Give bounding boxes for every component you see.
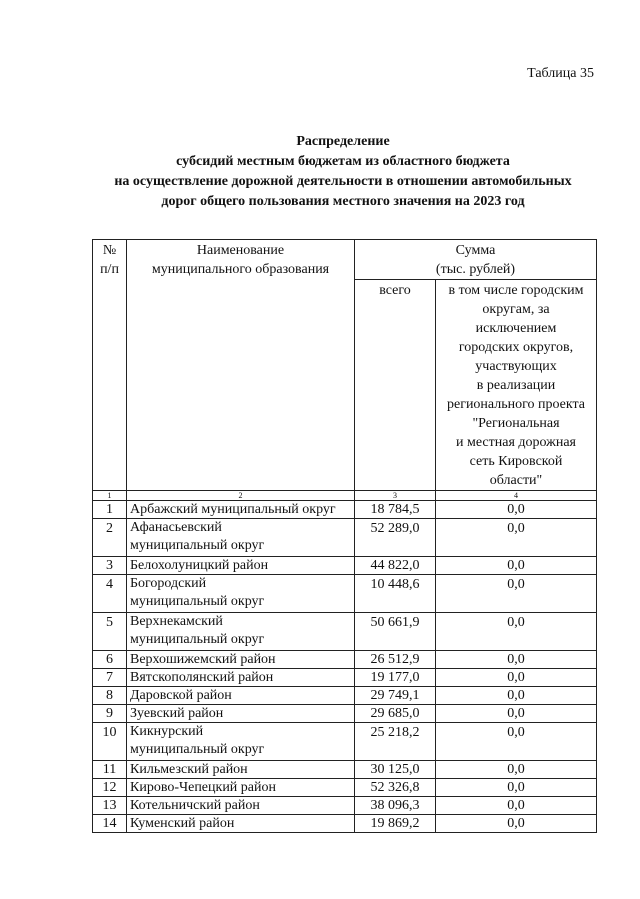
amount-total: 52 289,0: [355, 519, 436, 557]
header-total-cell: всего: [355, 280, 436, 491]
table-row: [93, 687, 597, 705]
header-incl-line: сеть Кировской: [469, 454, 563, 469]
municipality-name: [127, 501, 355, 519]
municipality-name-line: Афанасьевский: [130, 520, 222, 535]
row-number: 14: [93, 815, 127, 833]
header-sum-line: (тыс. рублей): [435, 262, 516, 277]
amount-total: 44 822,0: [355, 557, 436, 575]
title-line: субсидий местным бюджетам из областного бюджета: [176, 154, 510, 169]
municipality-name-line: Верхошижемский район: [130, 652, 276, 667]
header-incl-line: округам, за: [482, 302, 550, 317]
table-row: [93, 669, 597, 687]
header-num-abbr: п/п: [100, 262, 119, 277]
amount-total: 38 096,3: [355, 797, 436, 815]
header-incl-cell: [436, 280, 597, 491]
municipality-name-line: Даровской район: [130, 688, 232, 703]
amount-total: 10 448,6: [355, 575, 436, 613]
municipality-name: [127, 519, 355, 557]
municipality-name-line: Верхнекамский: [130, 614, 223, 629]
row-number: 2: [93, 519, 127, 557]
amount-total: 29 685,0: [355, 705, 436, 723]
row-number: 6: [93, 651, 127, 669]
header-sum-cell: [355, 240, 597, 280]
amount-total: 26 512,9: [355, 651, 436, 669]
amount-total: 25 218,2: [355, 723, 436, 761]
header-name-line: Наименование: [196, 243, 285, 258]
header-incl-line: в реализации: [476, 378, 556, 393]
column-index: 2: [127, 491, 355, 501]
row-number: 4: [93, 575, 127, 613]
amount-total: 29 749,1: [355, 687, 436, 705]
amount-urban-districts: 0,0: [436, 651, 597, 669]
municipality-name-line: Куменский район: [130, 816, 235, 831]
municipality-name-line: Зуевский район: [130, 706, 224, 721]
subsidy-table: [92, 239, 597, 833]
municipality-name: [127, 797, 355, 815]
header-num-symbol: №: [102, 243, 117, 258]
table-row: [93, 705, 597, 723]
amount-urban-districts: 0,0: [436, 761, 597, 779]
amount-urban-districts: 0,0: [436, 669, 597, 687]
table-row: [93, 501, 597, 519]
header-incl-line: исключением: [475, 321, 557, 336]
municipality-name: [127, 779, 355, 797]
table-row: [93, 797, 597, 815]
amount-urban-districts: 0,0: [436, 797, 597, 815]
header-name-cell: [127, 240, 355, 491]
column-index: 4: [436, 491, 597, 501]
column-index: 3: [355, 491, 436, 501]
header-incl-line: и местная дорожная: [456, 435, 576, 450]
municipality-name-line: Белохолуницкий район: [130, 558, 269, 573]
municipality-name-line: Кирово-Чепецкий район: [130, 780, 277, 795]
row-number: 3: [93, 557, 127, 575]
column-index: 1: [93, 491, 127, 501]
table-row: [93, 557, 597, 575]
municipality-name-line: муниципальный округ: [130, 632, 265, 647]
column-index-row: [93, 491, 597, 501]
amount-urban-districts: 0,0: [436, 557, 597, 575]
row-number: 12: [93, 779, 127, 797]
title-line: на осуществление дорожной деятельности в отношении автомобильных: [114, 174, 572, 189]
amount-urban-districts: 0,0: [436, 723, 597, 761]
header-row: [93, 240, 597, 280]
table-row: [93, 723, 597, 761]
amount-urban-districts: 0,0: [436, 575, 597, 613]
municipality-name-line: Богородский: [130, 576, 207, 591]
row-number: 5: [93, 613, 127, 651]
header-sum-line: Сумма: [455, 243, 496, 258]
row-number: 1: [93, 501, 127, 519]
municipality-name: [127, 761, 355, 779]
amount-total: 19 177,0: [355, 669, 436, 687]
amount-urban-districts: 0,0: [436, 519, 597, 557]
header-incl-line: городских округов,: [458, 340, 574, 355]
header-incl-line: в том числе городским: [448, 283, 584, 298]
row-number: 11: [93, 761, 127, 779]
amount-urban-districts: 0,0: [436, 779, 597, 797]
header-incl-line: области": [489, 473, 543, 488]
amount-total: 30 125,0: [355, 761, 436, 779]
row-number: 9: [93, 705, 127, 723]
amount-total: 18 784,5: [355, 501, 436, 519]
municipality-name-line: муниципальный округ: [130, 742, 265, 757]
amount-urban-districts: 0,0: [436, 815, 597, 833]
amount-total: 50 661,9: [355, 613, 436, 651]
table-number-label: Таблица 35: [527, 66, 594, 81]
document-title: [60, 132, 626, 212]
row-number: 13: [93, 797, 127, 815]
row-number: 10: [93, 723, 127, 761]
municipality-name: [127, 575, 355, 613]
header-num-cell: [93, 240, 127, 491]
municipality-name-line: Вятскополянский район: [130, 670, 274, 685]
header-incl-line: регионального проекта: [446, 397, 586, 412]
municipality-name-line: Кильмезский район: [130, 762, 248, 777]
municipality-name: [127, 557, 355, 575]
municipality-name-line: муниципальный округ: [130, 538, 265, 553]
table-row: [93, 815, 597, 833]
title-line: Распределение: [296, 134, 390, 149]
table-row: [93, 613, 597, 651]
municipality-name: [127, 687, 355, 705]
table-row: [93, 651, 597, 669]
municipality-name: [127, 651, 355, 669]
municipality-name: [127, 723, 355, 761]
table-row: [93, 761, 597, 779]
municipality-name: [127, 705, 355, 723]
title-line: дорог общего пользования местного значения на 2023 год: [161, 194, 525, 209]
amount-urban-districts: 0,0: [436, 687, 597, 705]
municipality-name-line: Кикнурский: [130, 724, 204, 739]
header-incl-line: участвующих: [475, 359, 557, 374]
municipality-name-line: муниципальный округ: [130, 594, 265, 609]
amount-total: 19 869,2: [355, 815, 436, 833]
municipality-name: [127, 613, 355, 651]
amount-urban-districts: 0,0: [436, 613, 597, 651]
table-row: [93, 519, 597, 557]
municipality-name: [127, 669, 355, 687]
header-name-line: муниципального образования: [151, 262, 330, 277]
municipality-name-line: Котельничский район: [130, 798, 260, 813]
row-number: 8: [93, 687, 127, 705]
table-row: [93, 575, 597, 613]
row-number: 7: [93, 669, 127, 687]
municipality-name-line: Арбажский муниципальный округ: [130, 502, 336, 517]
table-row: [93, 779, 597, 797]
amount-total: 52 326,8: [355, 779, 436, 797]
header-incl-line: "Региональная: [472, 416, 560, 431]
amount-urban-districts: 0,0: [436, 705, 597, 723]
municipality-name: [127, 815, 355, 833]
amount-urban-districts: 0,0: [436, 501, 597, 519]
